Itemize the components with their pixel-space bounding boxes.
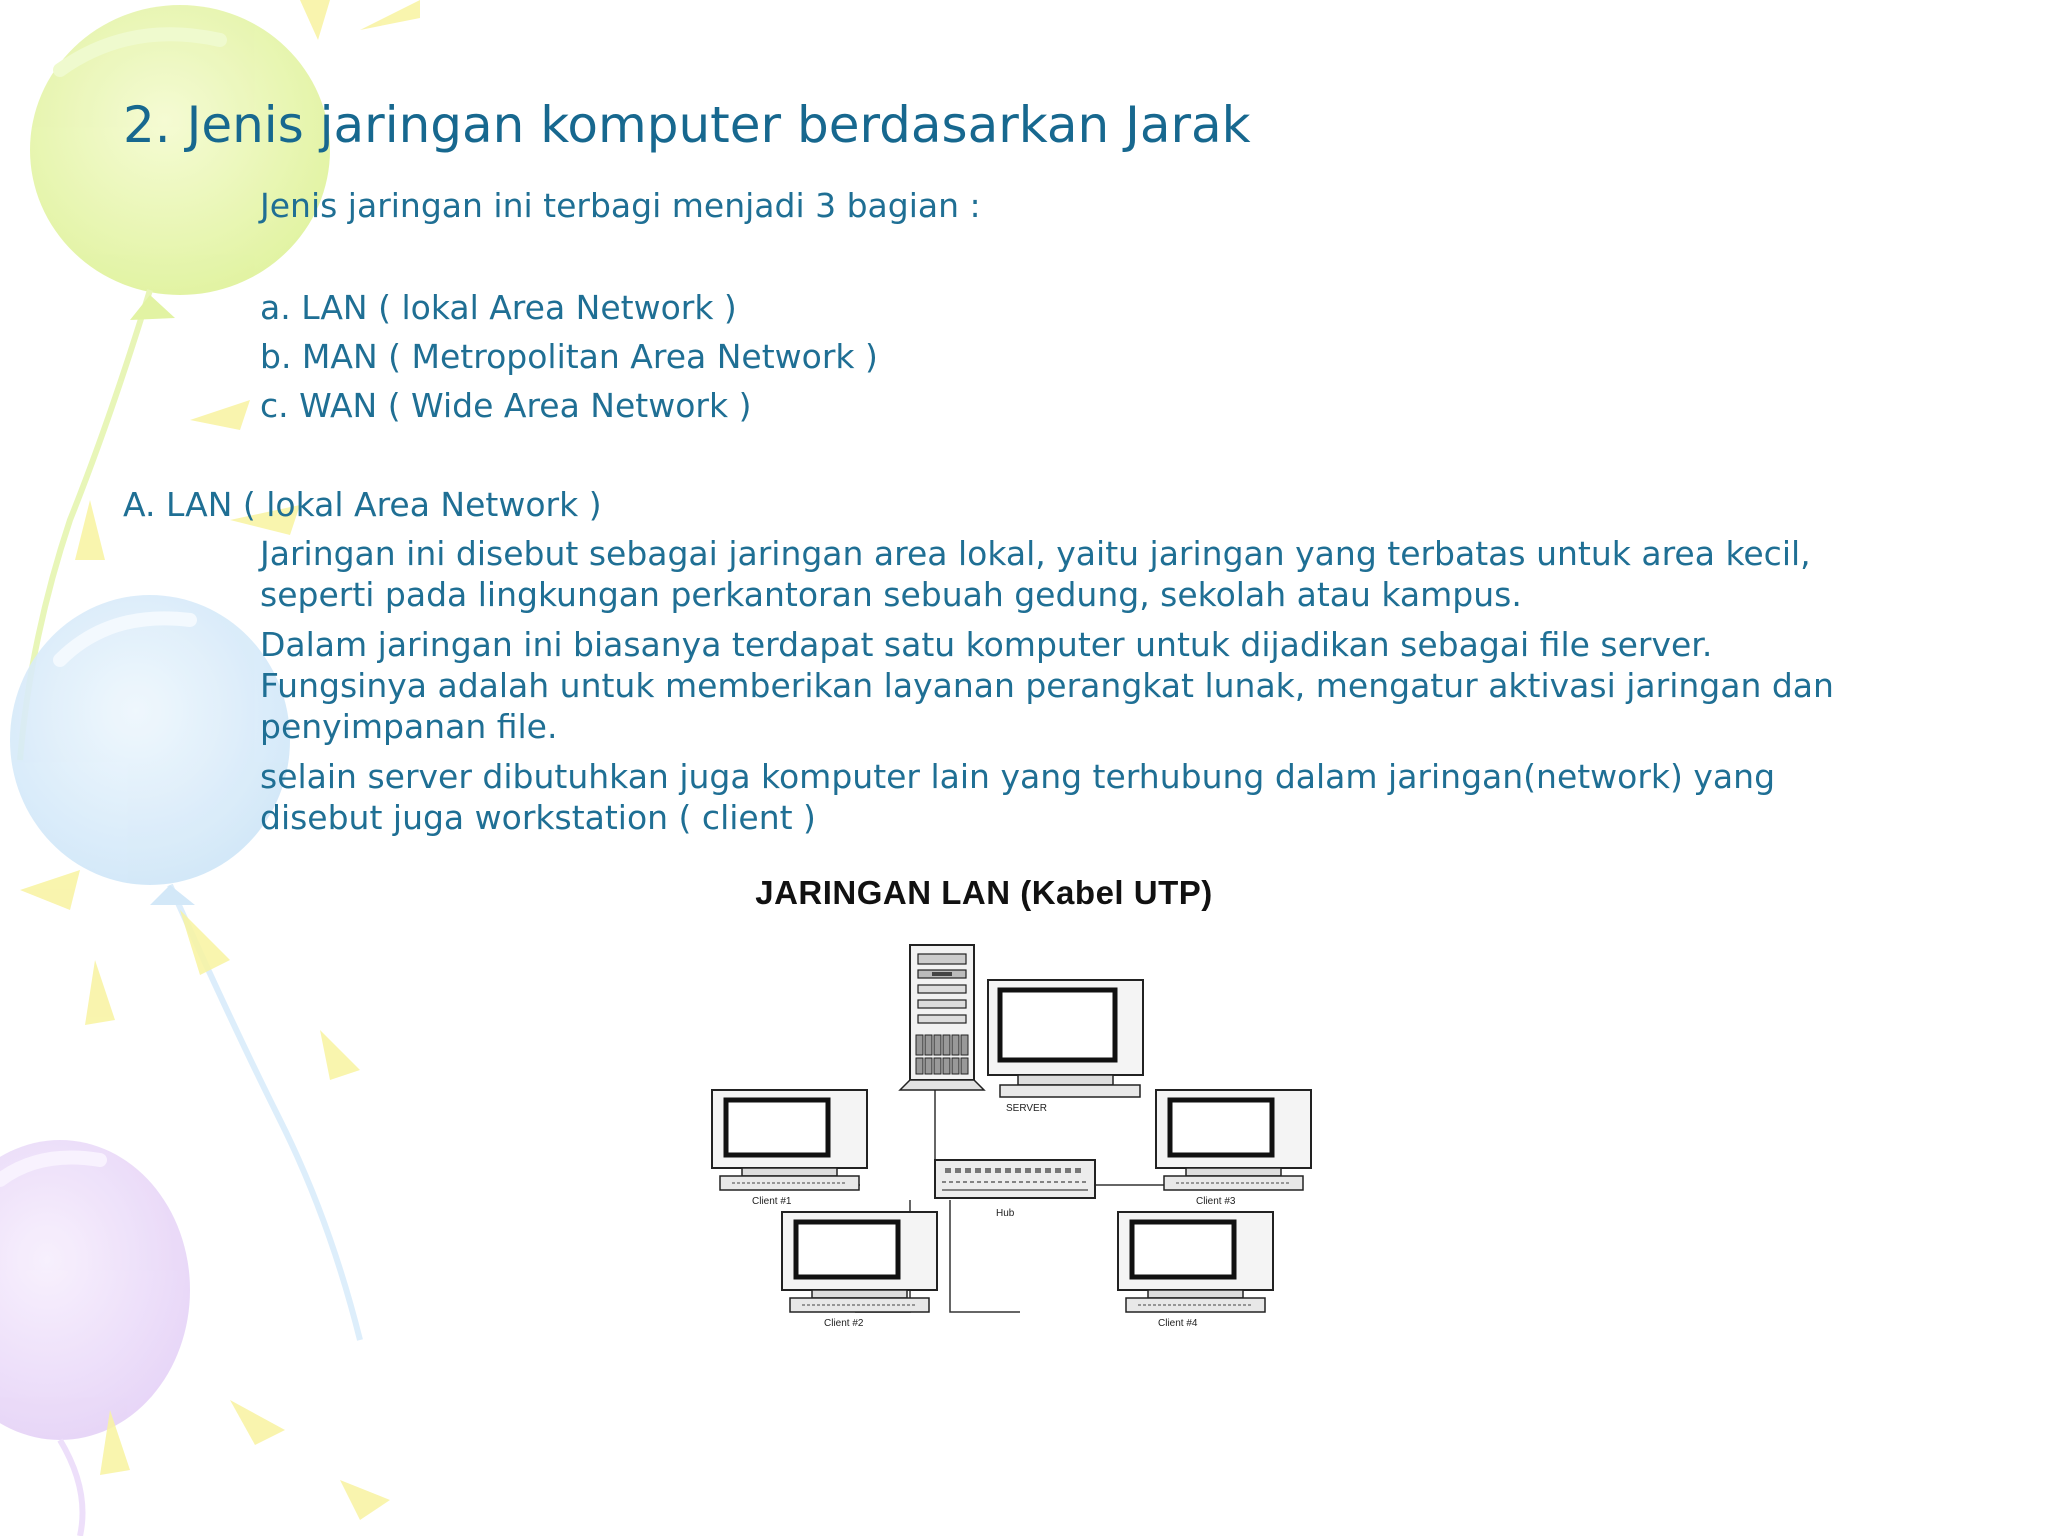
- server-tower-icon: [900, 945, 984, 1090]
- section-heading: A. LAN ( lokal Area Network ): [123, 485, 602, 524]
- client-label: Client #2: [824, 1318, 864, 1329]
- paragraph-line: selain server dibutuhkan juga komputer lain yang terhubung dalam jaringan(network) yang: [260, 757, 1776, 796]
- monitor-icon: [1156, 1090, 1311, 1190]
- slide-title: 2. Jenis jaringan komputer berdasarkan Jarak: [123, 96, 1251, 154]
- paragraph-line: seperti pada lingkungan perkantoran sebuah gedung, sekolah atau kampus.: [260, 575, 1522, 614]
- hub-icon: [935, 1160, 1095, 1198]
- paragraph-line: disebut juga workstation ( client ): [260, 798, 816, 837]
- monitor-icon: [988, 980, 1143, 1097]
- client-label: Client #3: [1196, 1196, 1236, 1207]
- server-label: SERVER: [1006, 1103, 1047, 1114]
- monitor-icon: [1118, 1212, 1273, 1312]
- monitor-icon: [782, 1212, 937, 1312]
- intro-text: Jenis jaringan ini terbagi menjadi 3 bagian :: [260, 186, 981, 225]
- hub-label: Hub: [996, 1208, 1015, 1219]
- client-label: Client #1: [752, 1196, 792, 1207]
- paragraph-line: Fungsinya adalah untuk memberikan layanan perangkat lunak, mengatur aktivasi jaringan dan: [260, 666, 1834, 705]
- list-item: c. WAN ( Wide Area Network ): [260, 386, 752, 425]
- monitor-icon: [712, 1090, 867, 1190]
- paragraph-line: Jaringan ini disebut sebagai jaringan area lokal, yaitu jaringan yang terbatas untuk area kecil,: [260, 534, 1811, 573]
- paragraph-line: penyimpanan file.: [260, 707, 558, 746]
- paragraph-line: Dalam jaringan ini biasanya terdapat satu komputer untuk dijadikan sebagai file server.: [260, 625, 1713, 664]
- lan-diagram: [700, 930, 1320, 1340]
- list-item: b. MAN ( Metropolitan Area Network ): [260, 337, 878, 376]
- client-label: Client #4: [1158, 1318, 1198, 1329]
- list-item: a. LAN ( lokal Area Network ): [260, 288, 737, 327]
- diagram-title: JARINGAN LAN (Kabel UTP): [755, 874, 1213, 911]
